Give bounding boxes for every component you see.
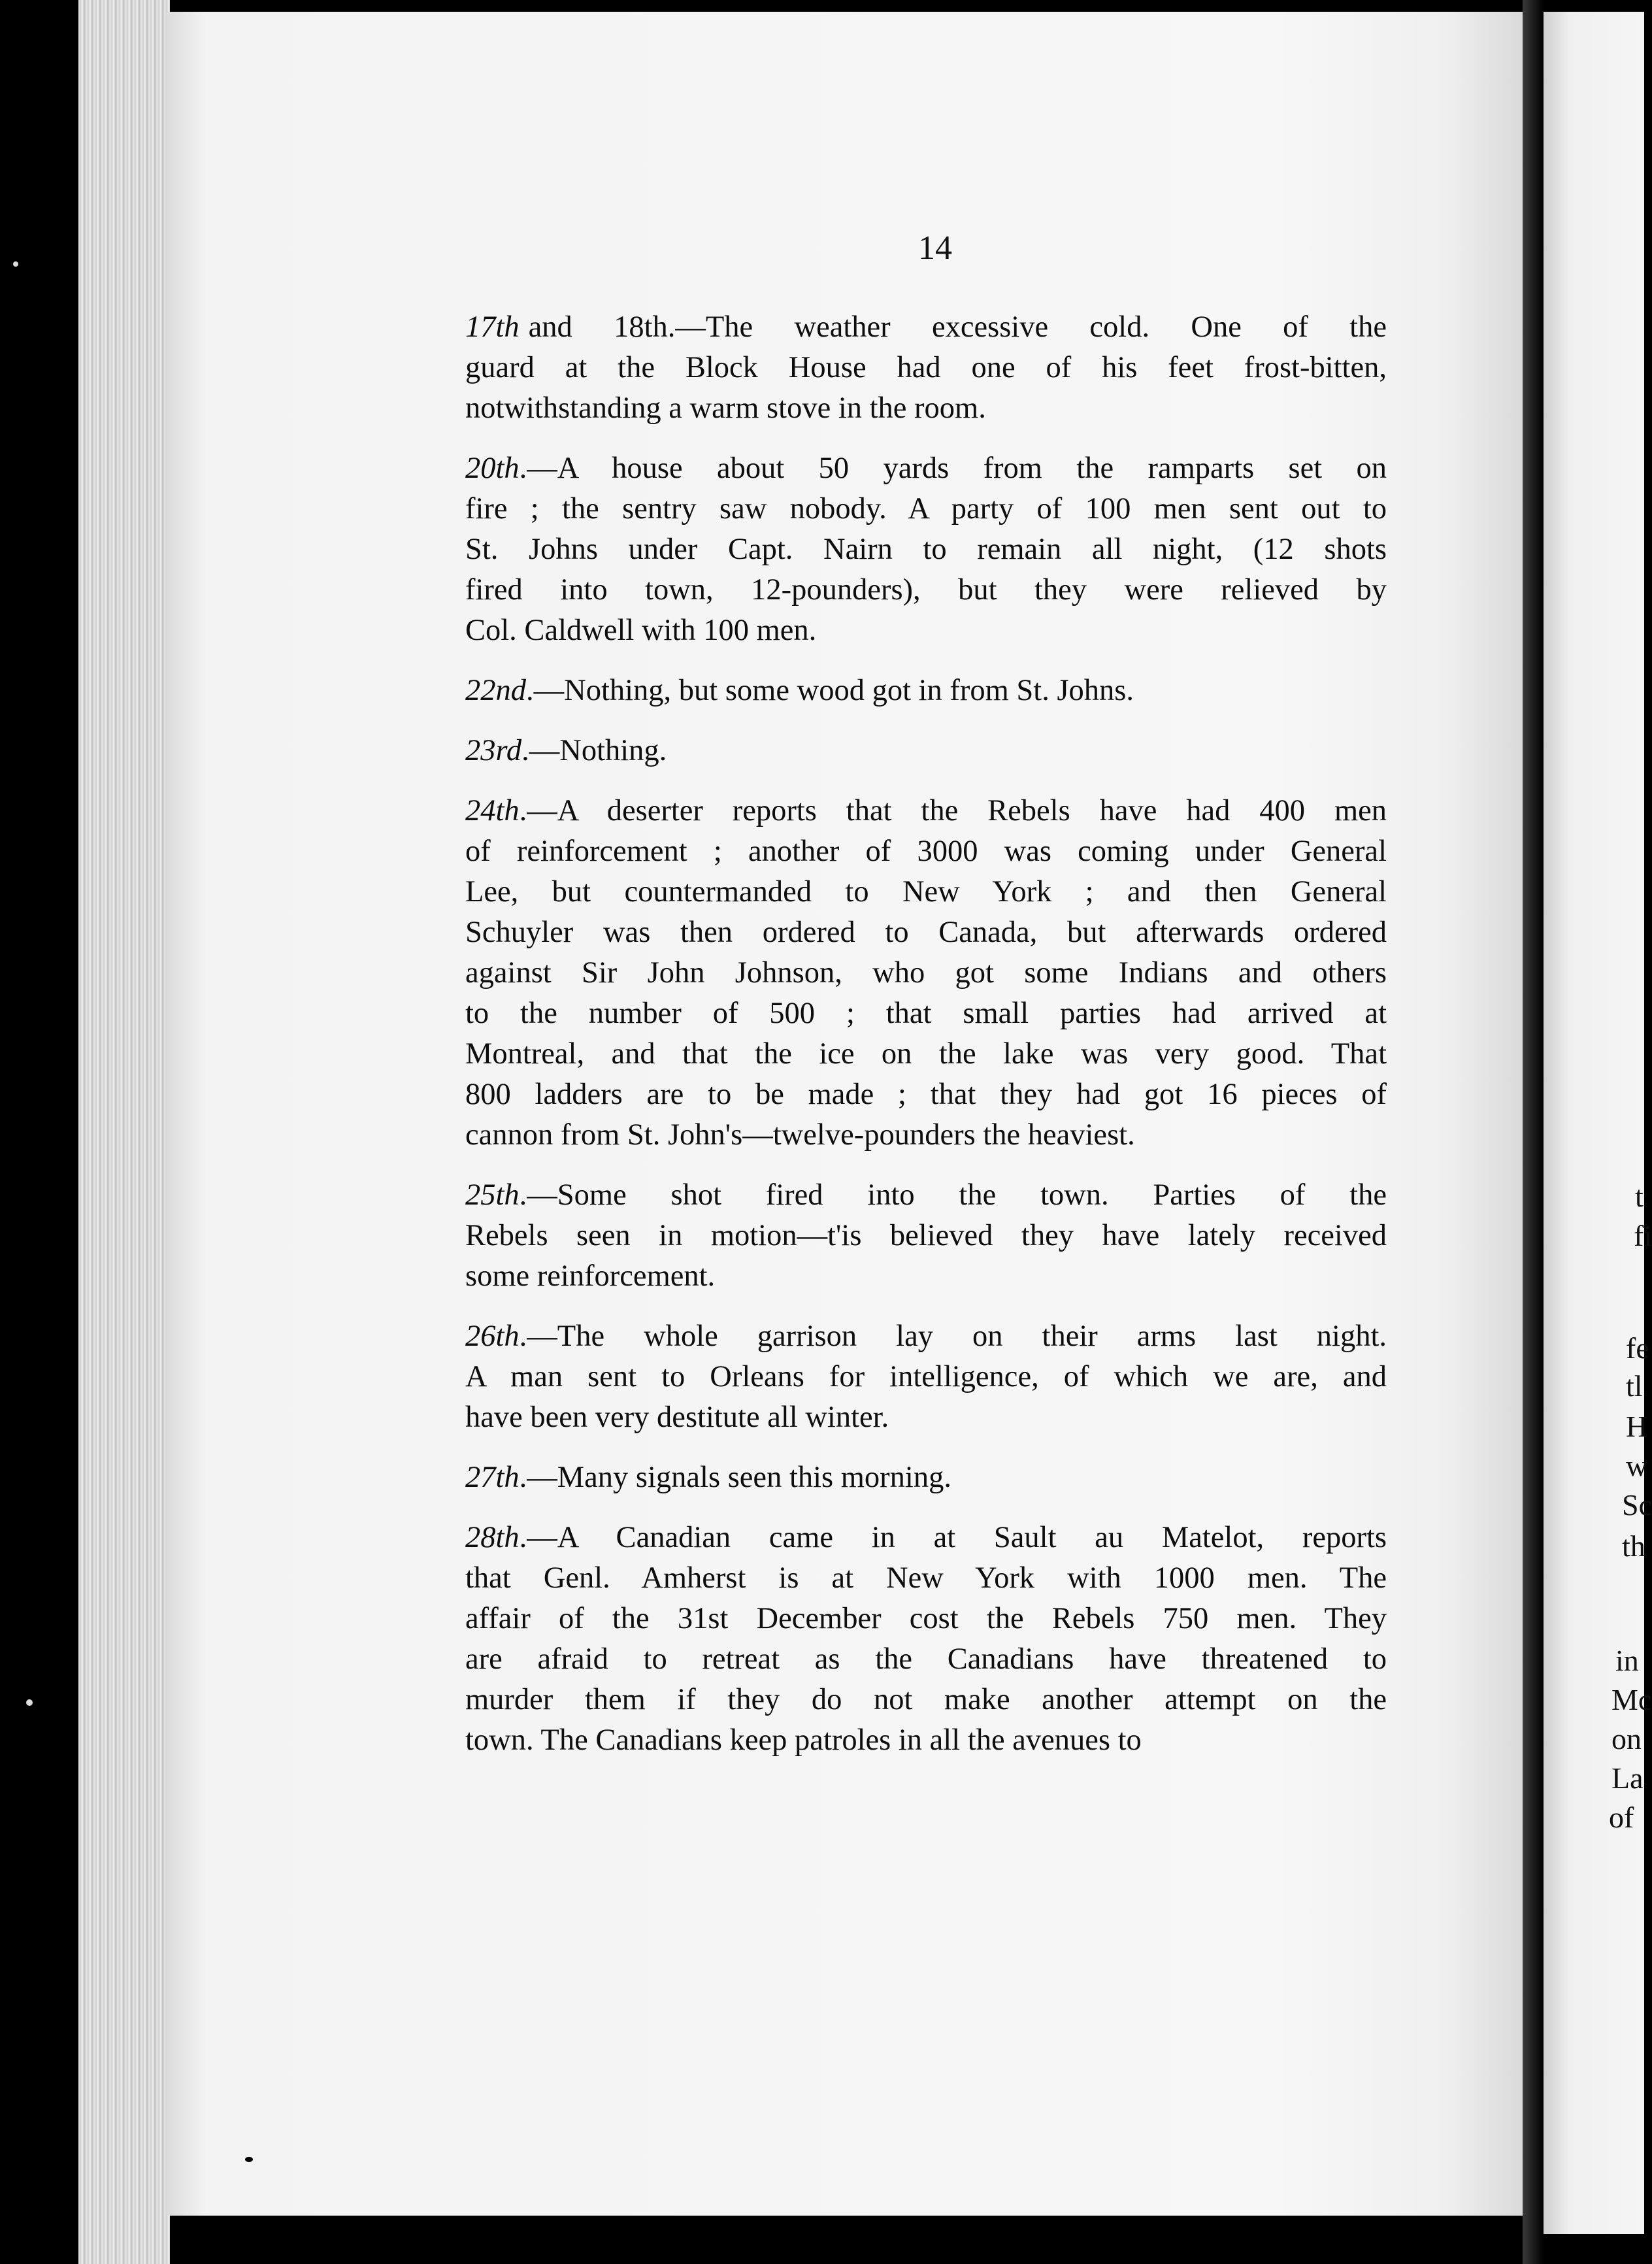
entry-line: have been very destitute all winter. bbox=[465, 1401, 889, 1434]
right-page-fragment: in bbox=[1615, 1644, 1639, 1677]
right-page-fragment: fe bbox=[1626, 1331, 1649, 1365]
entry-line: St. Johns under Capt. Nairn to remain all night, (12 shots bbox=[465, 533, 1387, 566]
page-edges bbox=[78, 0, 170, 2264]
entry-line: fired into town, 12-pounders), but they were relieved by bbox=[465, 573, 1387, 607]
entry-line: A man sent to Orleans for intelligence, of which we are, and bbox=[465, 1360, 1387, 1393]
entry-date: 24th bbox=[465, 794, 520, 827]
right-page-fragment: Mc bbox=[1611, 1683, 1652, 1716]
entry-line bbox=[465, 307, 1387, 348]
entry-line bbox=[465, 671, 1387, 711]
right-page-edge bbox=[1544, 12, 1652, 2234]
right-page-fragment: t bbox=[1635, 1180, 1644, 1213]
entry-text: .—Nothing, but some wood got in from St. Johns. bbox=[526, 674, 1134, 707]
entry-line: of reinforcement ; another of 3000 was coming under General bbox=[465, 835, 1387, 868]
entry-line: murder them if they do not make another attempt on the bbox=[465, 1683, 1387, 1716]
right-page-fragment: Sc bbox=[1622, 1488, 1652, 1522]
entry-text: and 18th.—The weather excessive cold. One of the bbox=[528, 310, 1387, 344]
entry-line bbox=[465, 1175, 1387, 1216]
entry-line: notwithstanding a warm stove in the room. bbox=[465, 391, 986, 425]
entry-line: 800 ladders are to be made ; that they had got 16 pieces of bbox=[465, 1078, 1387, 1111]
entry-line: town. The Canadians keep patroles in all the avenues to bbox=[465, 1723, 1142, 1757]
entry-date: 25th bbox=[465, 1178, 520, 1212]
journal-entry bbox=[465, 307, 1387, 429]
dust-speck bbox=[245, 2157, 253, 2162]
entry-line bbox=[465, 1518, 1387, 1558]
entry-line bbox=[465, 791, 1387, 831]
dust-speck bbox=[13, 261, 18, 267]
right-page-fragment: fi bbox=[1634, 1219, 1652, 1252]
entry-line: that Genl. Amherst is at New York with 1000 men. The bbox=[465, 1561, 1387, 1595]
journal-text bbox=[465, 307, 1387, 1780]
page-number: 14 bbox=[918, 229, 952, 267]
entry-line: fire ; the sentry saw nobody. A party of 100 men sent out to bbox=[465, 492, 1387, 525]
journal-entry bbox=[465, 671, 1387, 711]
book-gutter bbox=[1523, 0, 1544, 2264]
journal-entry bbox=[465, 448, 1387, 651]
entry-line bbox=[465, 731, 1387, 771]
dust-speck bbox=[26, 1699, 33, 1706]
entry-text: .—A house about 50 yards from the ramparts set on bbox=[519, 452, 1387, 485]
journal-entry bbox=[465, 1518, 1387, 1761]
entry-line: to the number of 500 ; that small parties had arrived at bbox=[465, 997, 1387, 1030]
entry-date: 23rd bbox=[465, 734, 522, 767]
journal-entry bbox=[465, 731, 1387, 771]
entry-line: against Sir John Johnson, who got some Indians and others bbox=[465, 956, 1387, 990]
entry-line: affair of the 31st December cost the Rebels 750 men. They bbox=[465, 1602, 1387, 1635]
journal-entry bbox=[465, 791, 1387, 1156]
entry-line bbox=[465, 448, 1387, 489]
entry-text: .—Some shot fired into the town. Parties of the bbox=[519, 1178, 1387, 1212]
entry-line bbox=[465, 1457, 1387, 1498]
right-page-fragment: th bbox=[1622, 1529, 1645, 1563]
entry-date: 26th bbox=[465, 1320, 520, 1353]
entry-line: Montreal, and that the ice on the lake was very good. That bbox=[465, 1037, 1387, 1071]
entry-date: 17th bbox=[465, 310, 520, 344]
entry-line: Col. Caldwell with 100 men. bbox=[465, 614, 817, 647]
entry-date: 20th bbox=[465, 452, 520, 485]
entry-line: cannon from St. John's—twelve-pounders the heaviest. bbox=[465, 1118, 1135, 1152]
right-page-fragment: w bbox=[1626, 1449, 1648, 1482]
journal-entry bbox=[465, 1175, 1387, 1297]
entry-text: .—Nothing. bbox=[521, 734, 667, 767]
entry-line: some reinforcement. bbox=[465, 1259, 716, 1293]
entry-text: .—Many signals seen this morning. bbox=[519, 1461, 951, 1494]
entry-line: Rebels seen in motion—t'is believed they have lately received bbox=[465, 1219, 1387, 1252]
right-page-fragment: H bbox=[1626, 1410, 1648, 1443]
entry-text: .—The whole garrison lay on their arms last night. bbox=[519, 1320, 1387, 1353]
entry-line: guard at the Block House had one of his feet frost-bitten, bbox=[465, 351, 1387, 384]
entry-line: Schuyler was then ordered to Canada, but afterwards ordered bbox=[465, 916, 1387, 949]
entry-line: Lee, but countermanded to New York ; and then General bbox=[465, 875, 1387, 908]
entry-line bbox=[465, 1316, 1387, 1357]
entry-date: 22nd bbox=[465, 674, 526, 707]
journal-entry bbox=[465, 1457, 1387, 1498]
journal-entry bbox=[465, 1316, 1387, 1438]
entry-date: 28th bbox=[465, 1521, 520, 1554]
right-page-fragment: on bbox=[1611, 1722, 1642, 1756]
entry-text: .—A Canadian came in at Sault au Matelot, reports bbox=[519, 1521, 1387, 1554]
entry-date: 27th bbox=[465, 1461, 520, 1494]
right-page-fragment: of bbox=[1609, 1801, 1634, 1834]
entry-text: .—A deserter reports that the Rebels have had 400 men bbox=[519, 794, 1387, 827]
right-page-fragment: La bbox=[1611, 1761, 1644, 1795]
right-page-fragment: tl bbox=[1626, 1369, 1643, 1403]
entry-line: are afraid to retreat as the Canadians have threatened to bbox=[465, 1642, 1387, 1676]
